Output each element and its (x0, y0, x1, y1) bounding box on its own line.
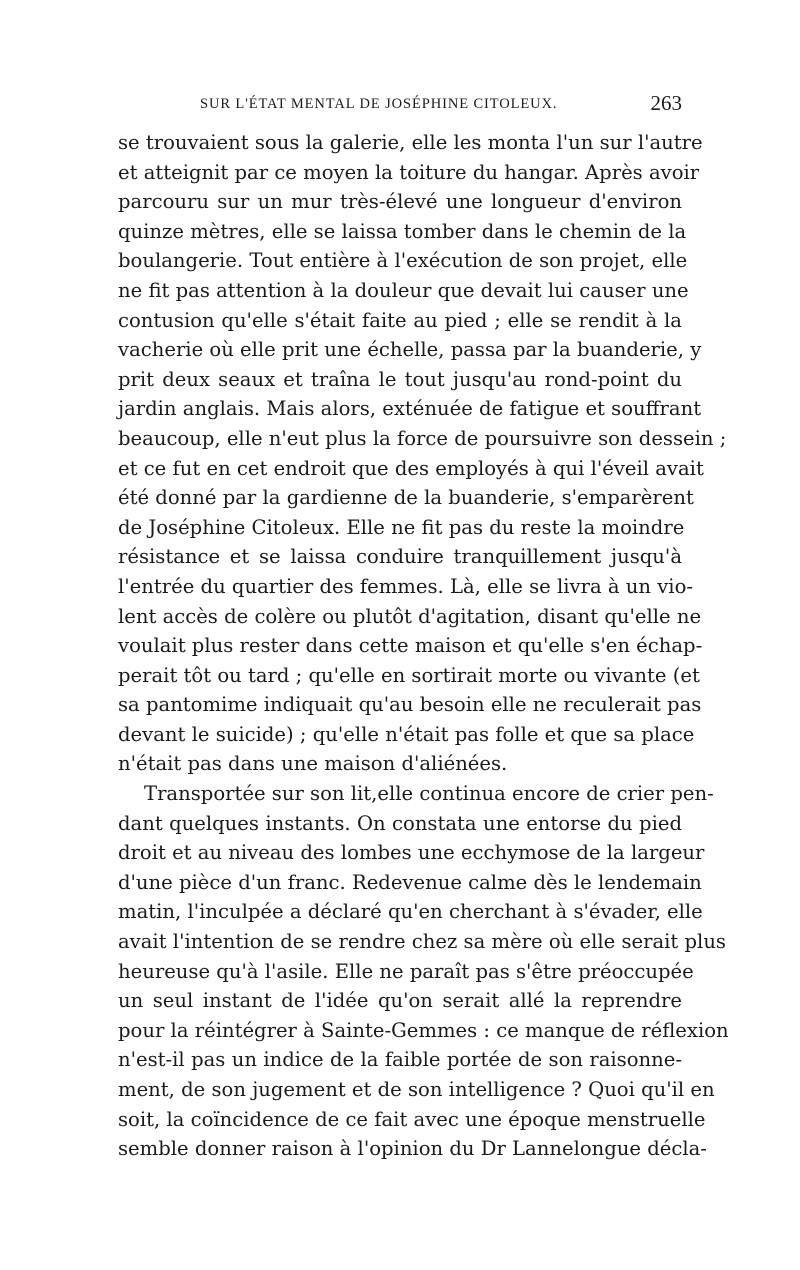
text-line: devant le suicide) ; qu'elle n'était pas folle et que sa place (118, 722, 695, 746)
text-line: semble donner raison à l'opinion du Dr Lannelongue décla- (118, 1137, 707, 1161)
text-line: jardin anglais. Mais alors, exténuée de fatigue et souffrant (118, 397, 702, 421)
text-line: droit et au niveau des lombes une ecchymose de la largeur (118, 841, 705, 865)
text-line: avait l'intention de se rendre chez sa mère où elle serait plus (118, 930, 726, 954)
text-line: pour la réintégrer à Sainte-Gemmes : ce manque de réflexion (118, 1018, 729, 1042)
text-line: se trouvaient sous la galerie, elle les monta l'un sur l'autre (118, 131, 703, 154)
text-line: l'entrée du quartier des femmes. Là, elle se livra à un vio- (118, 574, 693, 598)
text-line: ne fit pas attention à la douleur que devait lui causer une (118, 278, 689, 302)
text-line: sa pantomime indiquait qu'au besoin elle ne reculerait pas (118, 693, 702, 717)
text-line: perait tôt ou tard ; qu'elle en sortirait morte ou vivante (et (118, 663, 700, 687)
text-line: parcouru sur un mur très-élevé une longueur d'environ (118, 190, 682, 214)
text-line: matin, l'inculpée a déclaré qu'en cherchant à s'évader, elle (118, 900, 703, 924)
text-line: heureuse qu'à l'asile. Elle ne paraît pas s'être préoccupée (118, 959, 694, 983)
text-line: dant quelques instants. On constata une entorse du pied (118, 811, 682, 835)
text-line: soit, la coïncidence de ce fait avec une époque menstruelle (118, 1107, 706, 1131)
text-line: de Joséphine Citoleux. Elle ne fit pas du reste la moindre (118, 515, 685, 539)
text-line: d'une pièce d'un franc. Redevenue calme dès le lendemain (118, 870, 702, 894)
text-line: un seul instant de l'idée qu'on serait allé la reprendre (118, 989, 682, 1013)
running-title: SUR L'ÉTAT MENTAL DE JOSÉPHINE CITOLEUX. (200, 96, 558, 112)
text-line: vacherie où elle prit une échelle, passa par la buanderie, y (118, 338, 702, 362)
page-number: 263 (650, 91, 682, 115)
text-line: beaucoup, elle n'eut plus la force de poursuivre son dessein ; (118, 426, 727, 450)
text-line: lent accès de colère ou plutôt d'agitation, disant qu'elle ne (118, 604, 702, 628)
text-line: boulangerie. Tout entière à l'exécution de son projet, elle (118, 249, 688, 273)
text-line: quinze mètres, elle se laissa tomber dans le chemin de la (118, 219, 687, 243)
paragraph-end-line: n'était pas dans une maison d'aliénées. (118, 752, 508, 776)
text-line: été donné par la gardienne de la buanderie, s'emparèrent (118, 486, 694, 510)
paragraph-start-line: Transportée sur son lit,elle continua encore de crier pen- (144, 782, 714, 806)
text-line: ment, de son jugement et de son intelligence ? Quoi qu'il en (118, 1078, 715, 1101)
running-header (118, 92, 682, 116)
text-line: résistance et se laissa conduire tranquillement jusqu'à (118, 545, 682, 569)
text-line: et atteignit par ce moyen la toiture du hangar. Après avoir (118, 160, 700, 184)
body-text (118, 128, 729, 1164)
text-line: et ce fut en cet endroit que des employés à qui l'éveil avait (118, 456, 704, 480)
text-line: voulait plus rester dans cette maison et qu'elle s'en échap- (118, 634, 703, 658)
text-line: n'est-il pas un indice de la faible portée de son raisonne- (118, 1048, 682, 1072)
text-line: prit deux seaux et traîna le tout jusqu'au rond-point du (118, 367, 682, 391)
text-line: contusion qu'elle s'était faite au pied ; elle se rendit à la (118, 308, 682, 332)
